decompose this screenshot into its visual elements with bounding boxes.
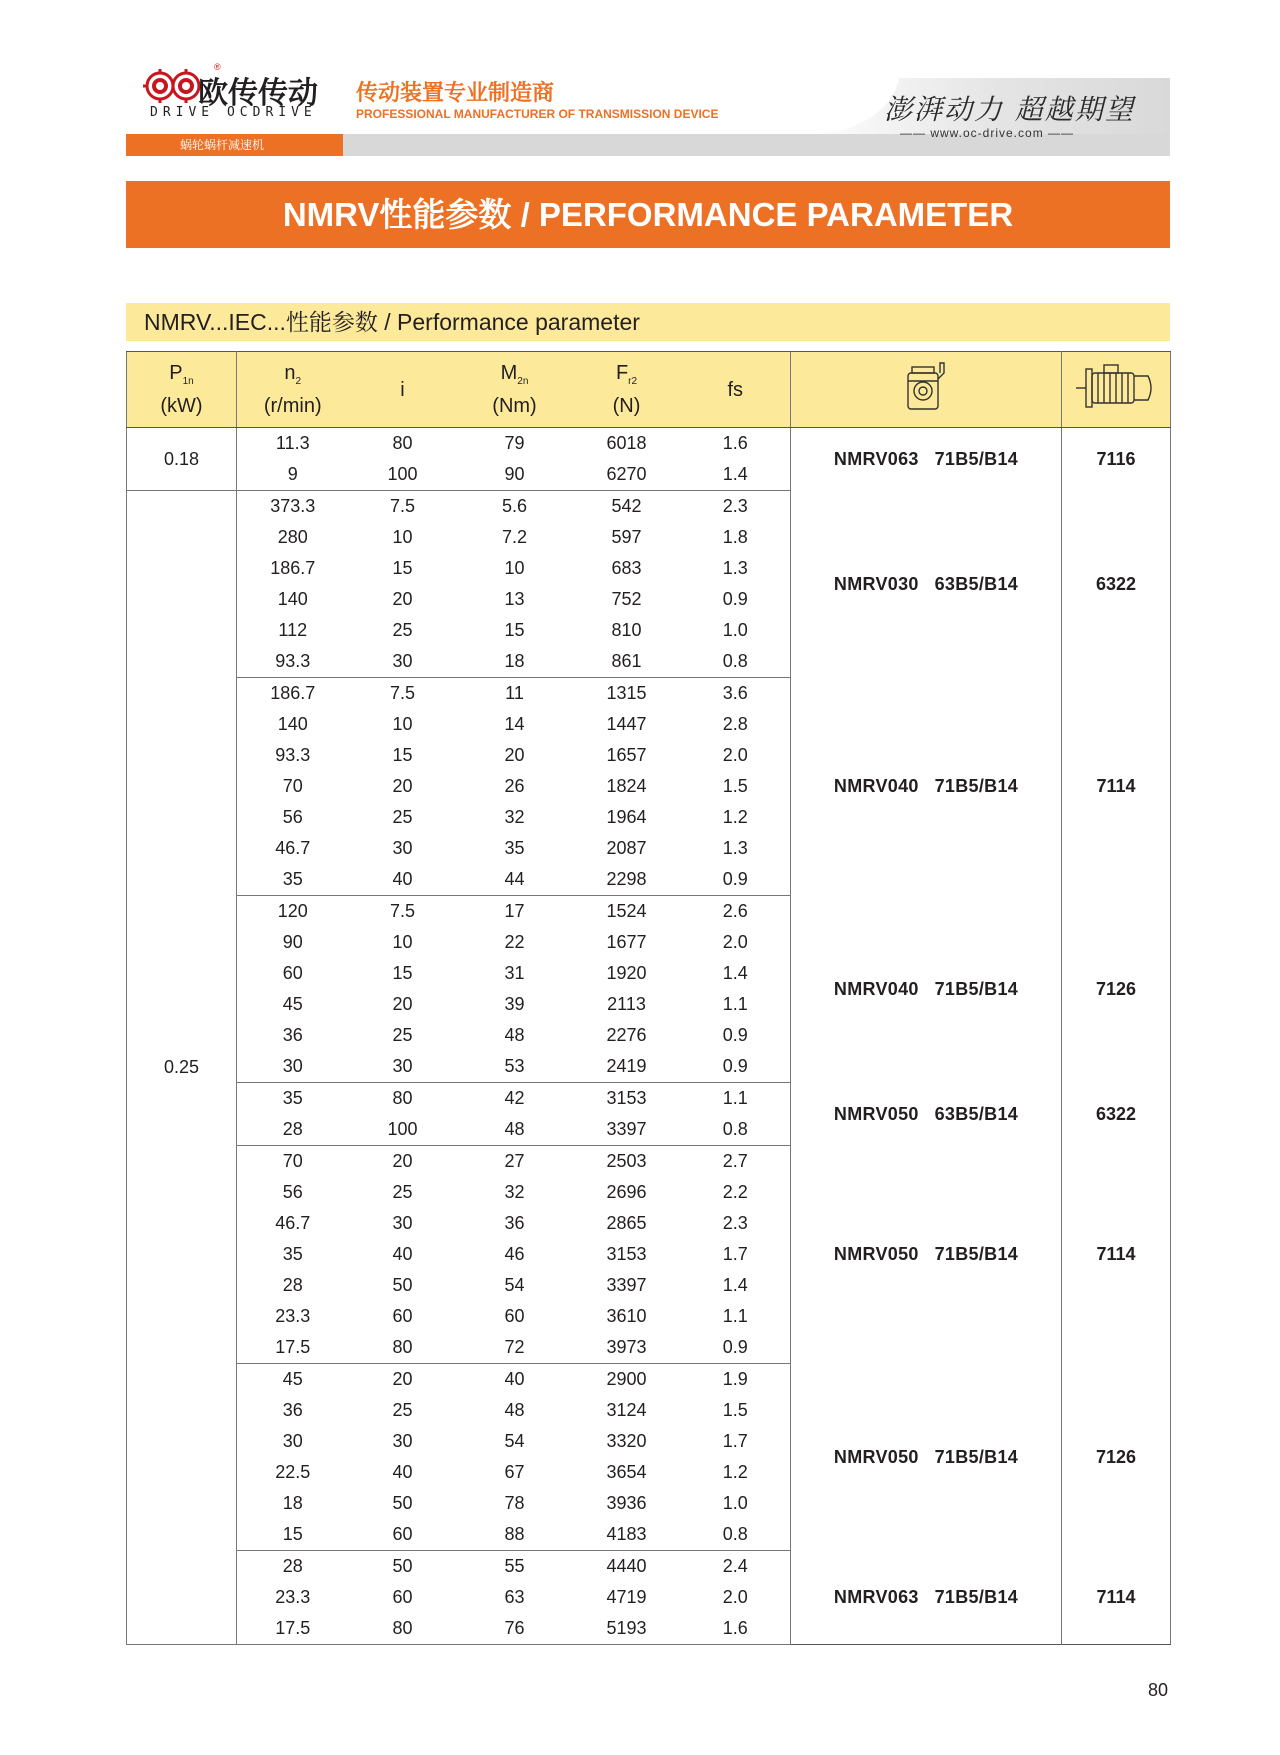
force-cell: 1677 xyxy=(606,932,647,952)
force-cell: 1657 xyxy=(606,745,647,765)
force-cell: 2113 xyxy=(607,994,646,1014)
ratio-cell: 40 xyxy=(392,1244,413,1264)
reducer-type-cell: NMRV050 63B5/B14 xyxy=(791,1083,1062,1146)
fs-cell: 1.1 xyxy=(722,1306,748,1326)
fs-cell: 1.0 xyxy=(722,620,748,640)
fs-cell: 1.5 xyxy=(722,1400,748,1420)
torque-cell: 79 xyxy=(504,433,525,453)
speed-cell: 45 xyxy=(282,994,303,1014)
col-header-ratio: i xyxy=(349,352,457,428)
fs-cell: 3.6 xyxy=(722,683,748,703)
force-cell: 4719 xyxy=(606,1587,647,1607)
torque-cell: 90 xyxy=(457,459,573,491)
ratio-cell: 7.5 xyxy=(389,683,416,703)
table-row xyxy=(127,1364,1171,1396)
ratio-cell: 40 xyxy=(349,864,457,896)
speed-cell: 30 xyxy=(282,1431,303,1451)
torque-cell: 32 xyxy=(504,807,525,827)
force-cell: 683 xyxy=(611,558,642,578)
ratio-cell: 10 xyxy=(392,527,413,547)
worm-gearbox-icon xyxy=(902,359,950,415)
fs-cell: 2.0 xyxy=(722,932,748,952)
brand-name-cn: 欧传传动 xyxy=(198,77,318,110)
speed-cell: 28 xyxy=(237,1114,349,1146)
fs-cell: 1.8 xyxy=(722,527,748,547)
torque-cell: 26 xyxy=(504,776,525,796)
ratio-cell: 80 xyxy=(349,1332,457,1364)
fs-cell: 0.8 xyxy=(681,1114,791,1146)
ratio-cell: 80 xyxy=(392,1088,413,1108)
fs-cell: 2.0 xyxy=(722,1587,748,1607)
table-row xyxy=(127,896,1171,928)
fs-cell: 1.7 xyxy=(722,1431,748,1451)
ratio-cell: 30 xyxy=(392,838,413,858)
speed-cell: 22.5 xyxy=(275,1462,311,1482)
fs-cell: 0.8 xyxy=(681,646,791,678)
force-cell: 2696 xyxy=(606,1182,647,1202)
fs-cell: 2.2 xyxy=(722,1182,748,1202)
speed-cell: 56 xyxy=(282,1182,303,1202)
speed-cell: 90 xyxy=(282,932,303,952)
fs-cell: 1.7 xyxy=(722,1244,748,1264)
ratio-cell: 10 xyxy=(392,932,413,952)
col-header-torque: $M_{2n}$ (Nm) xyxy=(457,352,573,428)
ratio-cell: 50 xyxy=(392,1493,413,1513)
table-header-row xyxy=(127,352,1171,428)
ratio-cell: 60 xyxy=(392,1306,413,1326)
speed-cell: 56 xyxy=(282,807,303,827)
fs-cell: 0.9 xyxy=(722,1025,748,1045)
motor-code-cell: 7114 xyxy=(1096,1244,1136,1264)
torque-cell: 88 xyxy=(457,1519,573,1551)
force-cell: 3153 xyxy=(606,1088,647,1108)
force-cell: 6018 xyxy=(606,433,647,453)
force-cell: 2503 xyxy=(606,1151,647,1171)
speed-cell: 46.7 xyxy=(275,1213,311,1233)
torque-cell: 7.2 xyxy=(501,527,528,547)
reducer-type-cell: NMRV063 71B5/B14 xyxy=(791,428,1062,491)
ratio-cell: 30 xyxy=(349,1051,457,1083)
fs-cell: 2.7 xyxy=(722,1151,748,1171)
motor-code-cell: 7126 xyxy=(1095,978,1137,999)
speed-cell: 280 xyxy=(277,527,308,547)
fs-cell: 1.1 xyxy=(722,1088,748,1108)
force-cell: 5193 xyxy=(573,1613,681,1645)
fs-cell: 1.4 xyxy=(681,459,791,491)
force-cell: 2865 xyxy=(606,1213,647,1233)
tagline-cn: 传动装置专业制造商 xyxy=(356,80,555,105)
speed-cell: 9 xyxy=(237,459,349,491)
fs-cell: 1.0 xyxy=(722,1493,748,1513)
force-cell: 2900 xyxy=(606,1369,647,1389)
speed-cell: 35 xyxy=(237,864,349,896)
force-cell: 3153 xyxy=(606,1244,647,1264)
ratio-cell: 80 xyxy=(349,1613,457,1645)
fs-cell: 1.2 xyxy=(722,1462,748,1482)
torque-cell: 53 xyxy=(457,1051,573,1083)
speed-cell: 46.7 xyxy=(275,838,311,858)
table-row xyxy=(127,678,1171,710)
power-cell: 0.25 xyxy=(127,491,237,1645)
force-cell: 2276 xyxy=(606,1025,647,1045)
speed-cell: 17.5 xyxy=(237,1613,349,1645)
website-url: —— www.oc-drive.com —— xyxy=(900,126,1075,140)
fs-cell: 2.8 xyxy=(722,714,748,734)
motor-code-cell: 7114 xyxy=(1096,776,1136,796)
speed-cell: 11.3 xyxy=(275,433,310,453)
torque-cell: 27 xyxy=(504,1151,525,1171)
torque-cell: 35 xyxy=(504,838,525,858)
speed-cell: 23.3 xyxy=(275,1306,311,1326)
speed-cell: 35 xyxy=(282,1088,303,1108)
ratio-cell: 25 xyxy=(392,1025,413,1045)
force-cell: 2087 xyxy=(606,838,647,858)
force-cell: 2298 xyxy=(573,864,681,896)
fs-cell: 2.4 xyxy=(722,1556,748,1576)
force-cell: 6270 xyxy=(573,459,681,491)
torque-cell: 55 xyxy=(504,1556,525,1576)
reducer-type-cell: NMRV063 71B5/B14 xyxy=(791,1551,1062,1645)
torque-cell: 78 xyxy=(504,1493,525,1513)
ratio-cell: 7.5 xyxy=(389,901,416,921)
fs-cell: 2.6 xyxy=(722,901,748,921)
ratio-cell: 25 xyxy=(392,1182,413,1202)
ratio-cell: 30 xyxy=(392,1213,413,1233)
force-cell: 542 xyxy=(611,496,642,516)
speed-cell: 17.5 xyxy=(237,1332,349,1364)
page-number: 80 xyxy=(1148,1680,1169,1700)
table-row xyxy=(127,428,1171,460)
force-cell: 3610 xyxy=(606,1306,647,1326)
table-row xyxy=(127,1083,1171,1115)
col-header-fs: fs xyxy=(681,352,791,428)
reducer-type-cell: NMRV040 71B5/B14 xyxy=(791,678,1062,896)
electric-motor-icon xyxy=(1074,363,1158,411)
speed-cell: 36 xyxy=(282,1400,303,1420)
speed-cell: 373.3 xyxy=(270,496,316,516)
torque-cell: 44 xyxy=(457,864,573,896)
col-header-motor xyxy=(1062,352,1171,428)
col-header-power: $P_{1n}$ (kW) xyxy=(127,352,237,428)
torque-cell: 42 xyxy=(504,1088,525,1108)
torque-cell: 36 xyxy=(504,1213,525,1233)
reducer-type-cell: NMRV030 63B5/B14 xyxy=(791,491,1062,678)
ratio-cell: 20 xyxy=(392,589,413,609)
performance-table xyxy=(126,351,1171,1645)
torque-cell: 40 xyxy=(504,1369,525,1389)
ratio-cell: 30 xyxy=(349,646,457,678)
force-cell: 3973 xyxy=(573,1332,681,1364)
ratio-cell: 20 xyxy=(392,776,413,796)
ratio-cell: 100 xyxy=(349,459,457,491)
ratio-cell: 20 xyxy=(392,994,413,1014)
ratio-cell: 25 xyxy=(392,807,413,827)
fs-cell: 0.9 xyxy=(681,864,791,896)
tagline-en: PROFESSIONAL MANUFACTURER OF TRANSMISSION DEVICE xyxy=(356,107,719,121)
force-cell: 3320 xyxy=(606,1431,647,1451)
ratio-cell: 60 xyxy=(392,1587,413,1607)
speed-cell: 120 xyxy=(277,901,308,921)
fs-cell: 2.3 xyxy=(722,496,748,516)
force-cell: 4440 xyxy=(606,1556,647,1576)
registered-mark: ® xyxy=(214,62,221,72)
torque-cell: 32 xyxy=(504,1182,525,1202)
fs-cell: 1.5 xyxy=(722,776,748,796)
ratio-cell: 30 xyxy=(392,1431,413,1451)
fs-cell: 1.4 xyxy=(722,963,748,983)
fs-cell: 1.6 xyxy=(722,433,748,453)
torque-cell: 15 xyxy=(504,620,525,640)
table-row xyxy=(127,1551,1171,1583)
ratio-cell: 15 xyxy=(392,745,413,765)
torque-cell: 10 xyxy=(504,558,525,578)
fs-cell: 0.9 xyxy=(681,1332,791,1364)
ratio-cell: 60 xyxy=(349,1519,457,1551)
power-cell: 0.18 xyxy=(127,428,237,491)
speed-cell: 28 xyxy=(282,1556,303,1576)
torque-cell: 39 xyxy=(504,994,525,1014)
torque-cell: 72 xyxy=(457,1332,573,1364)
ratio-cell: 20 xyxy=(392,1369,413,1389)
fs-cell: 2.3 xyxy=(722,1213,748,1233)
ratio-cell: 25 xyxy=(392,620,413,640)
category-tab: 蜗轮蜗杆减速机 xyxy=(126,134,343,156)
force-cell: 1824 xyxy=(606,776,647,796)
speed-cell: 23.3 xyxy=(275,1587,311,1607)
torque-cell: 13 xyxy=(504,589,525,609)
force-cell: 752 xyxy=(611,589,642,609)
ratio-cell: 50 xyxy=(392,1275,413,1295)
speed-cell: 30 xyxy=(237,1051,349,1083)
brand-name-en: DRIVE OCDRIVE xyxy=(150,105,317,120)
speed-cell: 60 xyxy=(282,963,303,983)
fs-cell: 0.9 xyxy=(722,589,748,609)
fs-cell: 2.0 xyxy=(722,745,748,765)
torque-cell: 5.6 xyxy=(501,496,528,516)
torque-cell: 17 xyxy=(504,901,525,921)
page-title: NMRV性能参数 / PERFORMANCE PARAMETER xyxy=(126,181,1170,248)
speed-cell: 140 xyxy=(277,589,308,609)
torque-cell: 18 xyxy=(457,646,573,678)
force-cell: 3397 xyxy=(606,1275,647,1295)
fs-cell: 1.3 xyxy=(722,558,748,578)
ratio-cell: 80 xyxy=(392,433,413,453)
force-cell: 1920 xyxy=(606,963,647,983)
col-header-gearbox xyxy=(791,352,1062,428)
speed-cell: 70 xyxy=(282,776,303,796)
slogan: 澎湃动力 超越期望 xyxy=(884,93,1135,126)
reducer-type-cell: NMRV050 71B5/B14 xyxy=(791,1146,1062,1364)
torque-cell: 31 xyxy=(504,963,525,983)
fs-cell: 1.2 xyxy=(722,807,748,827)
motor-code-cell: 7116 xyxy=(1096,448,1136,469)
table-row xyxy=(127,1146,1171,1178)
torque-cell: 14 xyxy=(504,714,525,734)
torque-cell: 76 xyxy=(457,1613,573,1645)
torque-cell: 20 xyxy=(504,745,525,765)
ratio-cell: 10 xyxy=(392,714,413,734)
torque-cell: 11 xyxy=(505,683,524,703)
speed-cell: 35 xyxy=(282,1244,303,1264)
force-cell: 3397 xyxy=(573,1114,681,1146)
torque-cell: 48 xyxy=(457,1114,573,1146)
ratio-cell: 15 xyxy=(392,558,413,578)
ratio-cell: 40 xyxy=(392,1462,413,1482)
force-cell: 1524 xyxy=(606,901,647,921)
torque-cell: 22 xyxy=(504,932,525,952)
fs-cell: 1.4 xyxy=(722,1275,748,1295)
torque-cell: 54 xyxy=(504,1431,525,1451)
torque-cell: 46 xyxy=(504,1244,525,1264)
ratio-cell: 100 xyxy=(349,1114,457,1146)
fs-cell: 1.3 xyxy=(722,838,748,858)
force-cell: 3654 xyxy=(606,1462,647,1482)
force-cell: 1447 xyxy=(606,714,647,734)
speed-cell: 93.3 xyxy=(237,646,349,678)
force-cell: 810 xyxy=(611,620,642,640)
ratio-cell: 7.5 xyxy=(389,496,416,516)
section-subtitle: NMRV...IEC...性能参数 / Performance parameter xyxy=(126,303,1170,341)
force-cell: 3124 xyxy=(606,1400,647,1420)
ratio-cell: 20 xyxy=(392,1151,413,1171)
speed-cell: 186.7 xyxy=(270,558,316,578)
table-row xyxy=(127,491,1171,523)
speed-cell: 28 xyxy=(282,1275,303,1295)
speed-cell: 112 xyxy=(278,620,308,640)
force-cell: 4183 xyxy=(573,1519,681,1551)
force-cell: 2419 xyxy=(573,1051,681,1083)
ratio-cell: 25 xyxy=(392,1400,413,1420)
force-cell: 3936 xyxy=(606,1493,647,1513)
speed-cell: 15 xyxy=(237,1519,349,1551)
speed-cell: 18 xyxy=(282,1493,303,1513)
force-cell: 597 xyxy=(611,527,642,547)
ratio-cell: 15 xyxy=(392,963,413,983)
torque-cell: 67 xyxy=(504,1462,525,1482)
torque-cell: 48 xyxy=(504,1025,525,1045)
motor-code-cell: 6322 xyxy=(1095,573,1137,594)
speed-cell: 70 xyxy=(282,1151,303,1171)
fs-cell: 0.9 xyxy=(681,1051,791,1083)
torque-cell: 54 xyxy=(504,1275,525,1295)
fs-cell: 1.1 xyxy=(722,994,748,1014)
reducer-type-cell: NMRV050 71B5/B14 xyxy=(791,1364,1062,1551)
col-header-speed: $n_2$ (r/min) xyxy=(237,352,349,428)
company-logo xyxy=(142,64,332,126)
motor-code-cell: 6322 xyxy=(1095,1103,1137,1124)
torque-cell: 63 xyxy=(504,1587,525,1607)
fs-cell: 0.8 xyxy=(681,1519,791,1551)
torque-cell: 48 xyxy=(504,1400,525,1420)
fs-cell: 1.9 xyxy=(722,1369,748,1389)
motor-code-cell: 7114 xyxy=(1096,1586,1136,1607)
fs-cell: 1.6 xyxy=(681,1613,791,1645)
force-cell: 1315 xyxy=(606,683,647,703)
motor-code-cell: 7126 xyxy=(1095,1446,1137,1467)
force-cell: 861 xyxy=(573,646,681,678)
reducer-type-cell: NMRV040 71B5/B14 xyxy=(791,896,1062,1083)
gear-logo-icon xyxy=(142,68,206,108)
speed-cell: 186.7 xyxy=(270,683,316,703)
col-header-force: $F_{r2}$ (N) xyxy=(573,352,681,428)
speed-cell: 140 xyxy=(277,714,308,734)
force-cell: 1964 xyxy=(606,807,647,827)
torque-cell: 60 xyxy=(504,1306,525,1326)
speed-cell: 93.3 xyxy=(275,745,311,765)
ratio-cell: 50 xyxy=(392,1556,413,1576)
speed-cell: 36 xyxy=(282,1025,303,1045)
speed-cell: 45 xyxy=(282,1369,303,1389)
